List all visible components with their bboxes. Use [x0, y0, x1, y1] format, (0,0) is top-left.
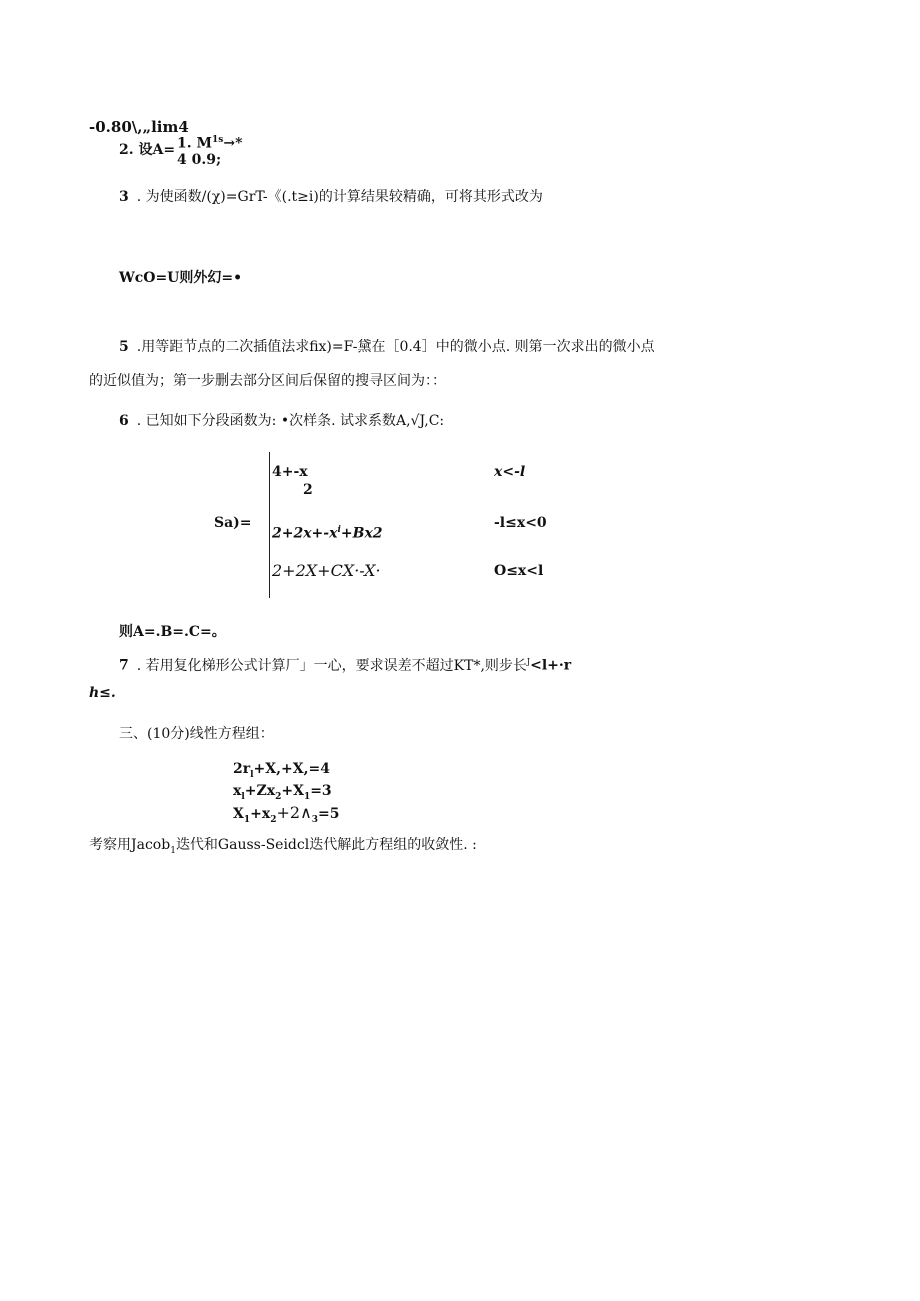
q5-line1 [119, 340, 655, 354]
question-sub: 1 [170, 845, 176, 856]
q7-tail: <l+·r [530, 657, 572, 674]
q2-prefix: 2. 设A= [119, 142, 176, 158]
q6-line [119, 414, 444, 428]
eq2-sub3: 1 [303, 791, 311, 802]
eq2-end: =3 [310, 783, 332, 799]
eq3 [233, 805, 340, 825]
q3-line [119, 190, 543, 204]
q6-piece3-cond: O≤x<l [494, 563, 544, 579]
q6-piece2-text: 2+2x+-x [272, 525, 338, 542]
eq1-tail: +X,+X,=4 [253, 761, 330, 777]
eq2 [233, 784, 332, 802]
eq1 [233, 762, 330, 780]
q2-matrix-row2: 4 0.9; [177, 152, 222, 168]
eq1-sub: l [250, 769, 254, 780]
q2-row1-tail: →* [223, 135, 243, 152]
q6-text: . 已知如下分段函数为: •次样条. 试求系数A,√J,C: [136, 413, 445, 429]
eq2-sub2: 2 [275, 791, 282, 802]
eq3-sub2: 2 [270, 814, 277, 825]
q6-piece1-sub: 2 [303, 482, 313, 498]
eq3-sub: 1 [243, 814, 251, 825]
eq2-sub: l [241, 791, 245, 802]
q6-result: 则A=.B=.C=。 [119, 624, 226, 640]
eq3-end: =5 [318, 806, 340, 822]
q6-lhs: Sa)= [214, 515, 252, 531]
eq2-a: x [233, 783, 242, 799]
eq3-tail: +2∧ [276, 803, 312, 822]
q6-number: 6 [119, 413, 129, 429]
q3-text: . 为使函数/(χ)=GrT-《(.t≥i)的计算结果较精确，可将其形式改为 [136, 189, 543, 205]
q6-piece3-expr: 2+2X+CX·-X· [272, 561, 381, 580]
q2-matrix-row1 [177, 136, 242, 151]
q6-piece1-expr: 4+-x [272, 464, 308, 480]
q7-tail-sup: J [526, 657, 531, 666]
eq3-sub3: 3 [311, 814, 319, 825]
q6-piece1-cond: x<-l [494, 464, 526, 480]
q5-number: 5 [119, 339, 129, 355]
q3-number: 3 [119, 189, 129, 205]
piecewise-brace [269, 452, 270, 598]
q6-piece2-sup: i [337, 525, 341, 535]
q6-piece2-cond: -l≤x<0 [494, 515, 547, 531]
eq2-mid: +Zx [244, 783, 276, 799]
q2-line1: -0.80\,„lim4 [89, 118, 189, 136]
q5-line2: 的近似值为；第一步删去部分区间后保留的搜寻区间为：： [89, 373, 446, 389]
eq2-tail: +X [281, 783, 304, 799]
q7-number: 7 [119, 657, 129, 674]
q2-row1-text: 1. M [177, 135, 212, 152]
q6-piece2-expr [272, 526, 383, 541]
eq3-mid: +x [250, 806, 271, 822]
question-a: 考察用Jacob [89, 837, 171, 853]
q7-line2: h≤. [89, 685, 116, 701]
q7-line1 [119, 658, 571, 673]
eq3-a: X [233, 806, 244, 822]
q4-line: WcO=U则外幻=• [119, 270, 243, 286]
section3-question [89, 838, 477, 856]
q7-text: . 若用复化梯形公式计算厂」一心，要求误差不超过KT*,则步长 [136, 657, 527, 674]
eq1-a: 2r [233, 761, 251, 777]
q6-piece2-tail: +Bx2 [340, 525, 383, 542]
q2-row1-sup: 1s [212, 135, 224, 145]
section3-heading: 三、(10分)线性方程组： [119, 726, 274, 742]
q5-text1: .用等距节点的二次插值法求fix)=F-黛在［0.4］中的微小点. 则第一次求出的微小点 [136, 339, 655, 355]
question-tail: 迭代和Gauss-Seidcl迭代解此方程组的收敛性. : [175, 837, 477, 853]
